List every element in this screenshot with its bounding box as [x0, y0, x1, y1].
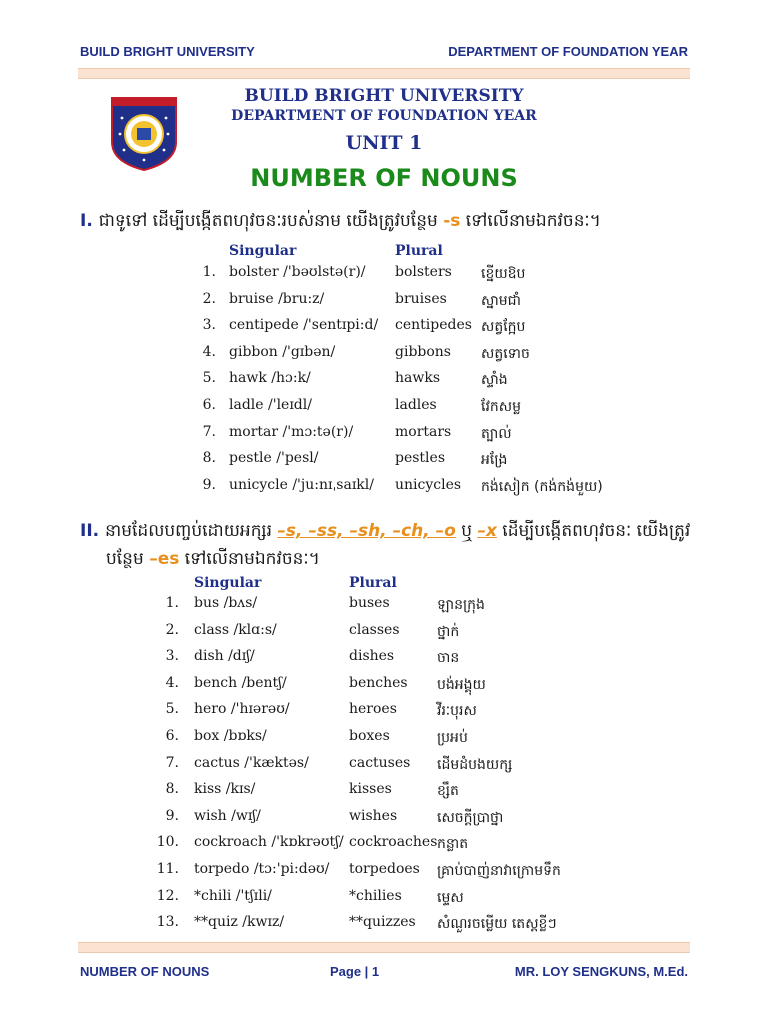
item-plural: cactuses [349, 754, 411, 771]
item-singular: box /bɒks/ [194, 728, 267, 744]
item-khmer: ម្ទេស [437, 889, 464, 906]
item-khmer: កង់សៀក (កង់កង់មួយ) [481, 478, 603, 495]
footer-page: Page | 1 [330, 964, 380, 979]
item-khmer: សត្វទោច [481, 345, 530, 362]
section-1-suffix: -s [443, 211, 461, 231]
item-singular: **quiz /kwɪz/ [194, 914, 285, 931]
item-plural: torpedoes [349, 861, 420, 877]
item-plural: boxes [349, 728, 390, 744]
section-2-marker: II. [80, 521, 100, 541]
item-singular: kiss /kɪs/ [194, 781, 256, 798]
section-2-suffix: –es [149, 549, 180, 569]
item-number: 3. [202, 317, 216, 334]
item-number: 6. [202, 397, 216, 413]
item-plural: bruises [395, 290, 447, 307]
item-plural: ladles [395, 397, 437, 413]
item-singular: cactus /'kæktəs/ [194, 754, 309, 771]
list-item [0, 424, 768, 446]
item-singular: torpedo /tɔ:'pi:dəʊ/ [194, 861, 330, 877]
item-singular: *chili /'tʃɪli/ [194, 887, 272, 904]
university-title: BUILD BRIGHT UNIVERSITY [244, 86, 524, 106]
item-khmer: ខ្សឹត [437, 783, 459, 800]
list-item [0, 834, 768, 856]
footer-left: NUMBER OF NOUNS [80, 964, 210, 979]
section-2-heading-line2 [106, 548, 320, 573]
list-item [0, 595, 768, 617]
section-2-text-c: បន្ថែម [106, 549, 150, 569]
item-number: 10. [156, 834, 179, 851]
item-number: 13. [156, 914, 179, 931]
list-item [0, 317, 768, 339]
list-item [0, 728, 768, 750]
item-singular: centipede /'sentɪpi:d/ [229, 317, 379, 334]
section-2-text-a: នាមដែលបញ្ចប់ដោយអក្សរ [105, 521, 278, 541]
item-plural: benches [349, 674, 408, 691]
item-singular: hawk /hɔ:k/ [229, 370, 311, 387]
section-2-col-singular: Singular [194, 575, 262, 591]
section-1-text-b: ទៅលើនាមឯកវចនៈ។ [460, 211, 601, 231]
section-1-col-singular: Singular [229, 243, 297, 259]
header-band [78, 68, 690, 79]
item-plural: heroes [349, 701, 397, 718]
item-plural: hawks [395, 370, 441, 387]
item-plural: buses [349, 595, 390, 611]
item-plural: bolsters [395, 264, 452, 280]
item-number: 3. [165, 648, 179, 665]
item-khmer: សត្វក្អែប [481, 319, 526, 336]
item-plural: centipedes [395, 317, 472, 334]
list-item [0, 781, 768, 803]
footer-band [78, 942, 690, 953]
item-plural: wishes [349, 807, 398, 824]
header-left: BUILD BRIGHT UNIVERSITY [80, 44, 255, 59]
item-number: 5. [165, 701, 179, 718]
item-singular: wish /wɪʃ/ [194, 807, 261, 824]
item-number: 7. [202, 423, 216, 440]
list-item [0, 861, 768, 883]
item-khmer: ស្ទាំង [481, 372, 508, 389]
item-khmer: វីរៈបុរស [437, 703, 477, 720]
item-number: 4. [165, 674, 179, 691]
item-number: 9. [202, 476, 216, 493]
list-item [0, 264, 768, 286]
list-item [0, 675, 768, 697]
item-plural: cockroaches [349, 834, 438, 851]
list-item [0, 755, 768, 777]
item-khmer: ខ្នើយឱប [481, 266, 526, 282]
item-singular: bus /bʌs/ [194, 595, 258, 611]
list-item [0, 397, 768, 419]
item-khmer: ឡានក្រុង [437, 597, 485, 613]
item-plural: dishes [349, 648, 395, 665]
item-singular: gibbon /'gɪbən/ [229, 343, 336, 360]
item-khmer: វែកសម្ល [481, 399, 521, 415]
list-item [0, 622, 768, 644]
item-number: 1. [165, 595, 179, 611]
item-khmer: ដើមដំបងយក្ស [437, 756, 513, 773]
item-khmer: ចាន [437, 650, 460, 667]
section-1-text-a: ជាទូទៅ ដើម្បីបង្កើតពហុវចនៈរបស់នាម យើងត្រូវបន្ថែម [98, 211, 444, 231]
item-khmer: សេចក្តីប្រាថ្នា [437, 809, 504, 826]
item-khmer: ប្រអប់ [437, 730, 468, 746]
list-item [0, 370, 768, 392]
item-plural: pestles [395, 450, 446, 467]
item-singular: bench /bentʃ/ [194, 674, 287, 691]
list-item [0, 291, 768, 313]
section-2-ending-x: –x [477, 521, 497, 541]
item-number: 5. [202, 370, 216, 387]
item-number: 7. [165, 754, 179, 771]
list-item [0, 344, 768, 366]
item-singular: dish /dɪʃ/ [194, 648, 255, 665]
item-singular: unicycle /'ju:nɪˌsaɪkl/ [229, 476, 374, 493]
item-khmer: ត្បាល់ [481, 425, 512, 442]
department-title: DEPARTMENT OF FOUNDATION YEAR [231, 108, 537, 124]
item-plural: gibbons [395, 343, 451, 360]
item-khmer: សំណួរចម្លើយ តេស្តខ្លីៗ [437, 916, 557, 933]
section-2-col-plural: Plural [349, 575, 397, 591]
item-singular: mortar /'mɔ:tə(r)/ [229, 423, 354, 440]
item-number: 2. [202, 290, 216, 307]
list-item [0, 477, 768, 499]
item-khmer: អង្រែ [481, 452, 508, 469]
unit-title: UNIT 1 [345, 132, 423, 154]
item-plural: classes [349, 621, 400, 638]
item-singular: bolster /'bəʊlstə(r)/ [229, 264, 366, 280]
item-plural: kisses [349, 781, 392, 798]
item-number: 11. [156, 861, 179, 877]
item-khmer: គ្រាប់បាញ់នាវាក្រោមទឹក [437, 863, 561, 879]
header-right: DEPARTMENT OF FOUNDATION YEAR [448, 44, 688, 59]
item-number: 4. [202, 343, 216, 360]
item-singular: hero /'hɪərəʊ/ [194, 701, 290, 718]
item-plural: **quizzes [349, 914, 416, 931]
item-singular: ladle /'leɪdl/ [229, 397, 312, 413]
item-plural: unicycles [395, 476, 462, 493]
item-singular: pestle /'pesl/ [229, 450, 319, 467]
list-item [0, 701, 768, 723]
item-number: 8. [202, 450, 216, 467]
section-2-text-b: ដើម្បីបង្កើតពហុវចនៈ យើងត្រូវ [496, 521, 691, 541]
list-item [0, 450, 768, 472]
section-1-heading [80, 210, 601, 235]
item-singular: bruise /bru:z/ [229, 290, 325, 307]
item-plural: *chilies [349, 887, 402, 904]
list-item [0, 914, 768, 936]
section-2-or: ឬ [455, 521, 478, 541]
item-number: 2. [165, 621, 179, 638]
item-khmer: ស្នាមជាំ [481, 292, 521, 309]
section-2-heading [80, 520, 690, 545]
item-singular: class /klɑ:s/ [194, 621, 277, 638]
item-number: 6. [165, 728, 179, 744]
list-item [0, 808, 768, 830]
item-khmer: បង់អង្គុយ [437, 676, 486, 693]
item-number: 9. [165, 807, 179, 824]
item-singular: cockroach /'kɒkrəʊtʃ/ [194, 834, 344, 851]
item-plural: mortars [395, 423, 452, 440]
item-khmer: ថ្នាក់ [437, 623, 460, 640]
item-number: 8. [165, 781, 179, 798]
list-item [0, 648, 768, 670]
section-2-endings: –s, –ss, –sh, –ch, –o [277, 521, 456, 541]
section-2-text-d: ទៅលើនាមឯកវចនៈ។ [179, 549, 320, 569]
footer-right: MR. LOY SENGKUNS, M.Ed. [514, 964, 688, 979]
page-footer [80, 964, 688, 982]
item-khmer: កន្លាត [437, 836, 469, 853]
list-item [0, 888, 768, 910]
section-1-col-plural: Plural [395, 243, 443, 259]
section-1-marker: I. [80, 211, 93, 231]
page-header [80, 44, 688, 62]
item-number: 12. [156, 887, 179, 904]
item-number: 1. [202, 264, 216, 280]
topic-title: NUMBER OF NOUNS [250, 164, 518, 192]
